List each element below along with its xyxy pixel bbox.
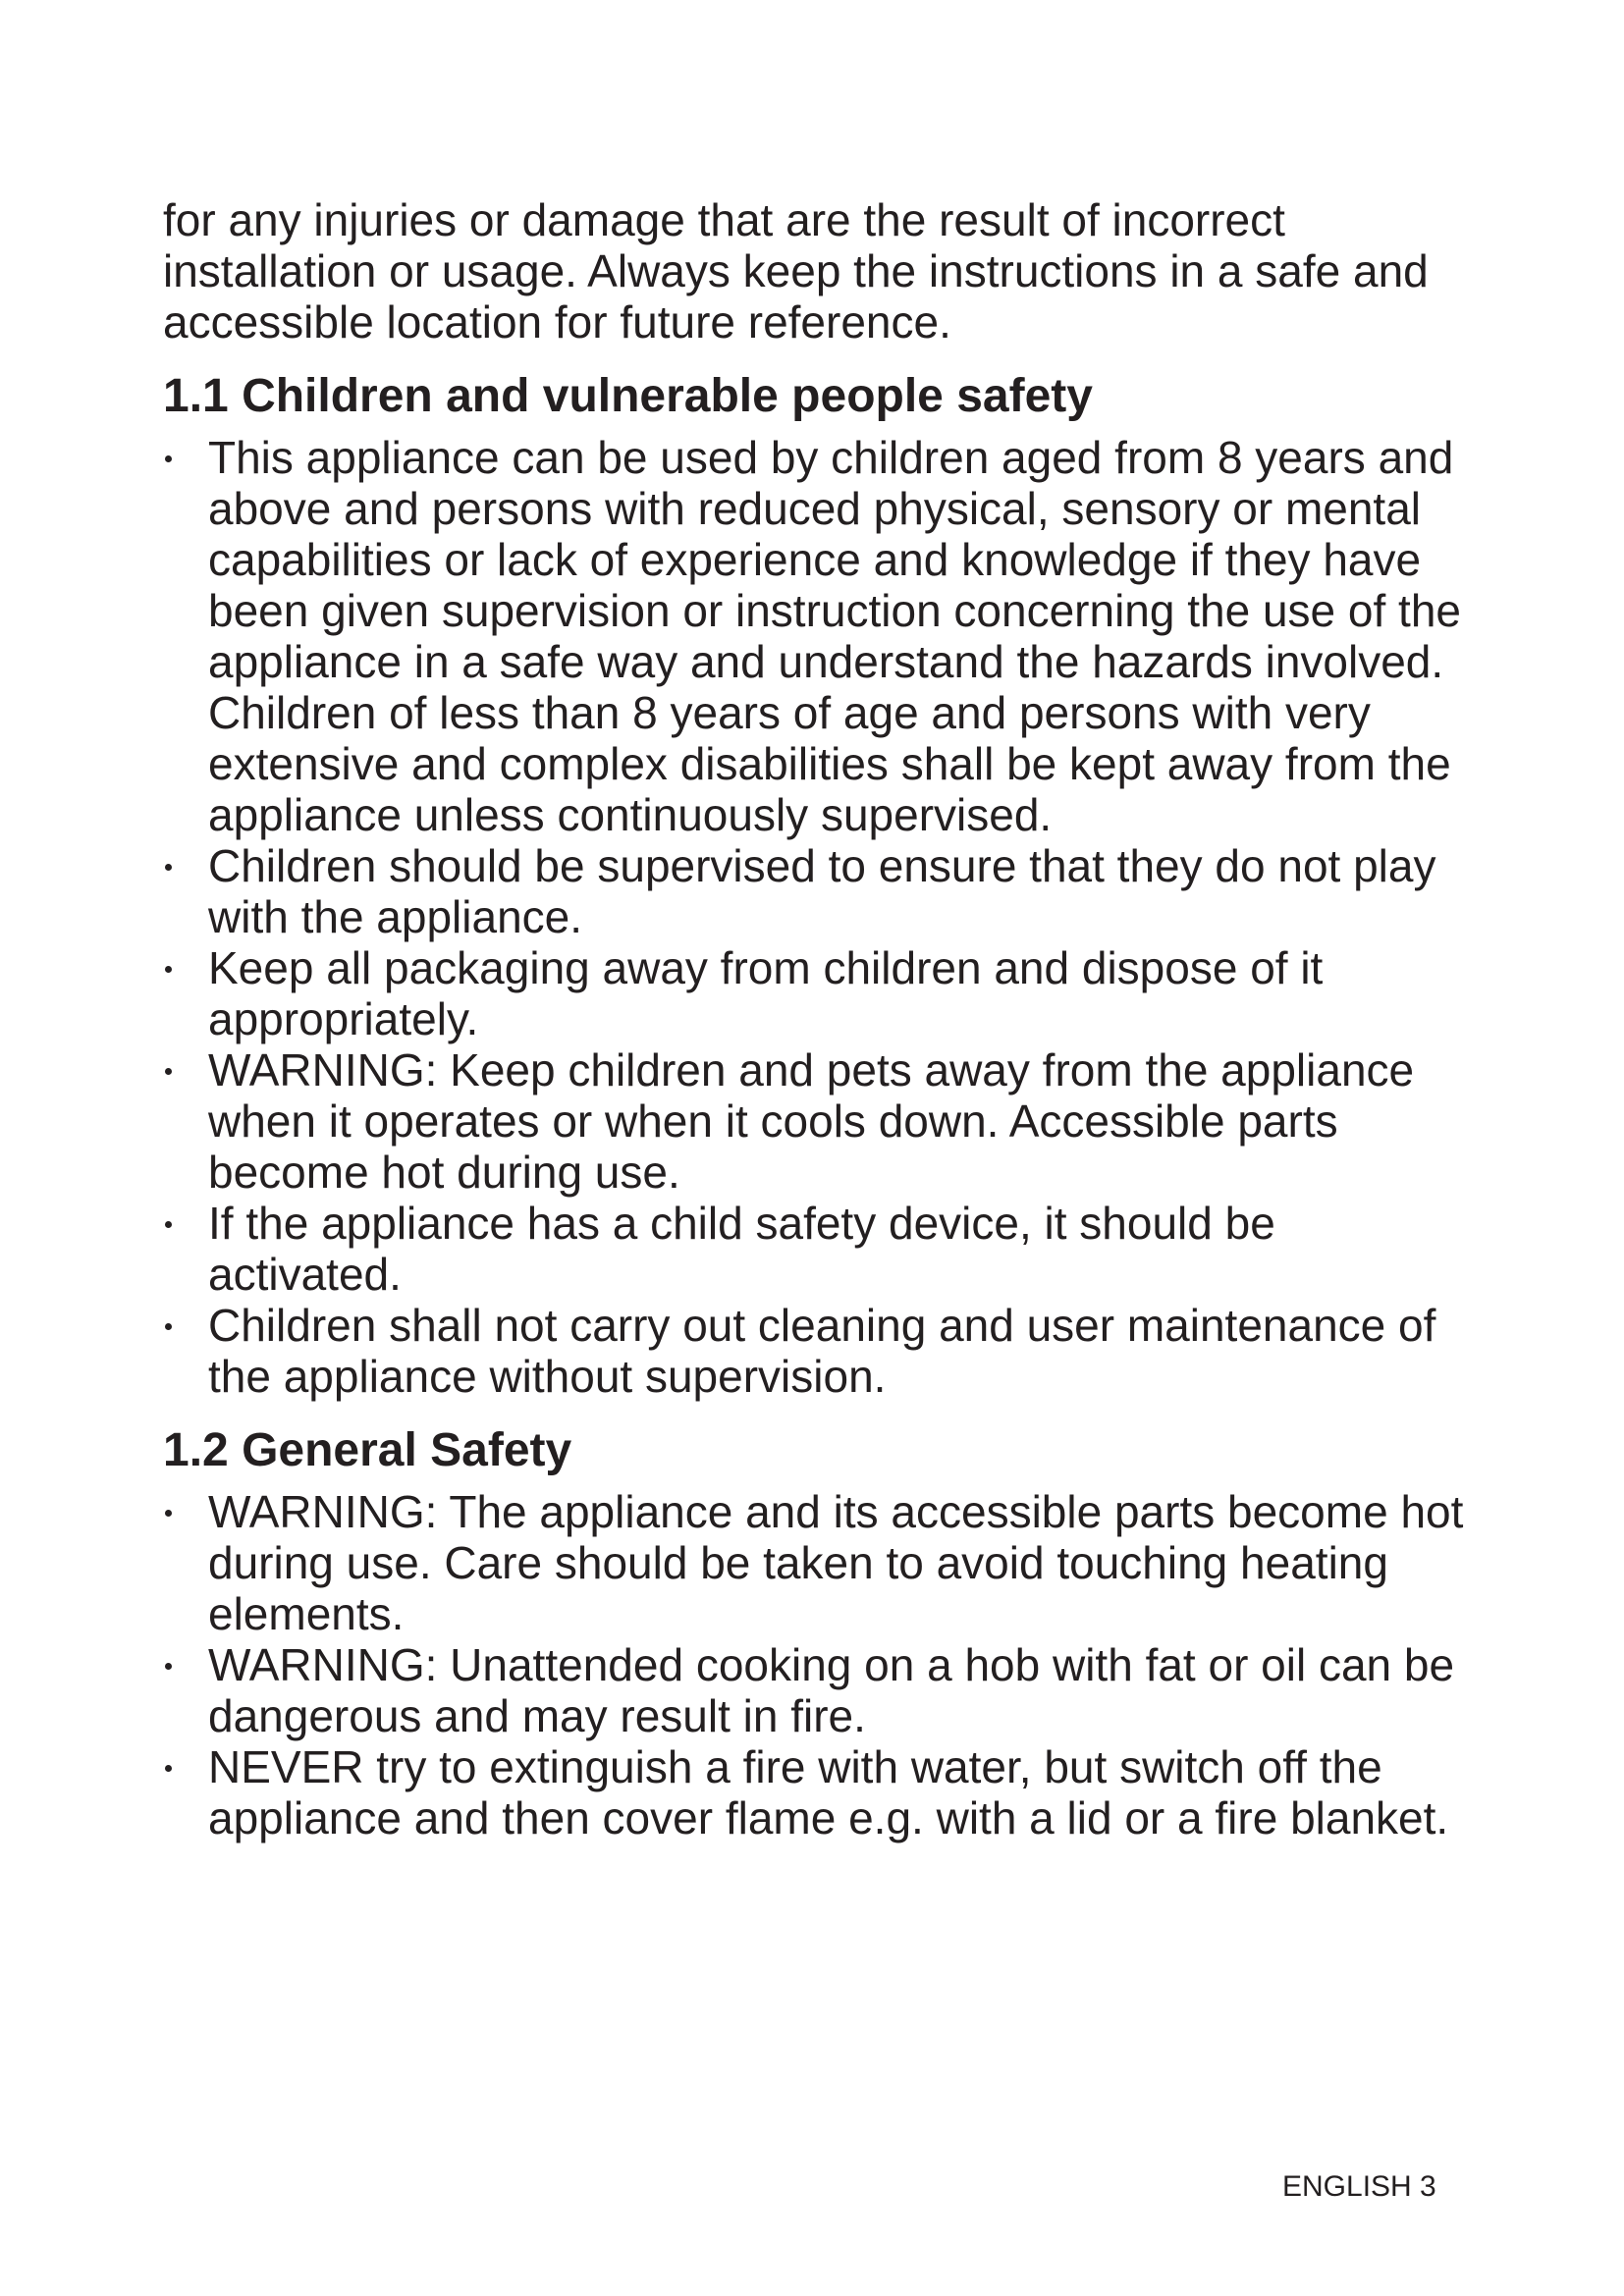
list-item — [163, 1741, 1469, 1843]
bullet-icon — [165, 1221, 172, 1228]
bullet-icon — [165, 1323, 172, 1330]
children-safety-list — [163, 432, 1469, 1402]
bullet-icon — [165, 1510, 172, 1517]
list-item — [163, 432, 1469, 840]
list-item-text: This appliance can be used by children aged from 8 years and above and persons with reduced physical, sensory or mental capabilities or lack of experience and knowledge if they have been given supervision or instruction concerning the use of the appliance in a safe way and understand the hazards involved. Children of less than 8 years of age and persons with very extensive and complex disabilities shall be kept away from the appliance unless continuously supervised. — [208, 432, 1462, 840]
list-item — [163, 1044, 1469, 1198]
section-title-children-safety: 1.1 Children and vulnerable people safety — [163, 370, 1093, 422]
bullet-icon — [165, 864, 172, 871]
list-item-text: WARNING: The appliance and its accessible parts become hot during use. Care should be taken to avoid touching heating elements. — [208, 1486, 1464, 1639]
bullet-icon — [165, 1663, 172, 1670]
list-item-text: Children shall not carry out cleaning and user maintenance of the appliance without supervision. — [208, 1300, 1436, 1402]
list-item — [163, 1639, 1469, 1741]
list-item — [163, 942, 1469, 1044]
list-item — [163, 1300, 1469, 1402]
bullet-icon — [165, 1765, 172, 1772]
list-item-text: NEVER try to extinguish a fire with water, but switch off the appliance and then cover flame e.g. with a lid or a fire blanket. — [208, 1741, 1449, 1843]
document-body — [163, 194, 1469, 1843]
section-title-general-safety: 1.2 General Safety — [163, 1424, 572, 1476]
list-item — [163, 1198, 1469, 1300]
list-item-text: WARNING: Unattended cooking on a hob with fat or oil can be dangerous and may result in fire. — [208, 1639, 1455, 1741]
list-item-text: Keep all packaging away from children and dispose of it appropriately. — [208, 942, 1324, 1044]
bullet-icon — [165, 966, 172, 973]
general-safety-list — [163, 1486, 1469, 1843]
intro-paragraph: for any injuries or damage that are the result of incorrect installation or usage. Always keep the instructions in a safe and accessible location for future reference. — [163, 194, 1429, 347]
list-item — [163, 1486, 1469, 1639]
list-item-text: Children should be supervised to ensure that they do not play with the appliance. — [208, 840, 1436, 942]
list-item-text: If the appliance has a child safety device, it should be activated. — [208, 1198, 1275, 1300]
page-number-footer: ENGLISH 3 — [1282, 2170, 1436, 2203]
list-item — [163, 840, 1469, 942]
bullet-icon — [165, 455, 172, 462]
list-item-text: WARNING: Keep children and pets away from the appliance when it operates or when it cools down. Accessible parts become hot during use. — [208, 1044, 1415, 1198]
bullet-icon — [165, 1068, 172, 1075]
